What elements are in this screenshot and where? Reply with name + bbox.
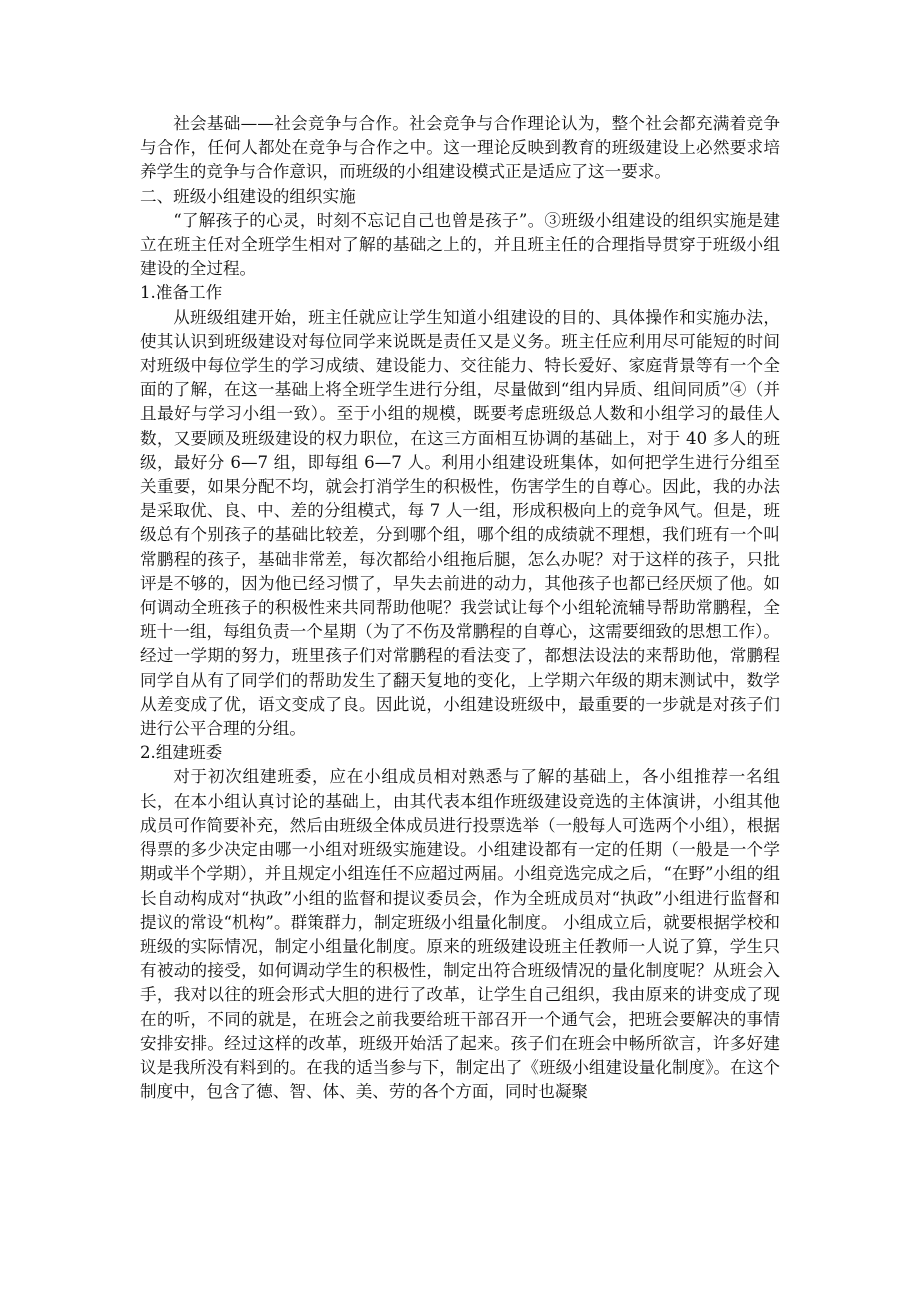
body-paragraph: 社会基础——社会竞争与合作。社会竞争与合作理论认为，整个社会都充满着竞争与合作，任何人都处在竞争与合作之中。这一理论反映到教育的班级建设上必然要求培养学生的竞争与合作意识，而班级的小组建设模式正是适应了这一要求。 <box>140 114 780 182</box>
section-heading: 二、班级小组建设的组织实施 <box>140 186 356 206</box>
body-paragraph: “了解孩子的心灵，时刻不忘记自己也曾是孩子”。③班级小组建设的组织实施是建立在班主任对全班学生相对了解的基础之上的，并且班主任的合理指导贯穿于班级小组建设的全过程。 <box>140 210 780 279</box>
body-paragraph: 从班级组建开始，班主任就应让学生知道小组建设的目的、具体操作和实施办法，使其认识到班级建设对每位同学来说既是责任又是义务。班主任应利用尽可能短的时间对班级中每位学生的学习成绩、建设能力、交往能力、特长爱好、家庭背景等有一个全面的了解，在这一基础上将全班学生进行分组，尽量做到“组内异质、组间同质”④（并且最好与学习小组一致）。至于小组的规模，既要考虑班级总人数和小组学习的最佳人数，又要顾及班级建设的权力职位，在这三方面相互协调的基础上，对于 40 多人的班级，最好分 6—7 组，即每组 6—7 人。利用小组建设班集体，如何把学生进行分组至关重要，如果分配不均，就会打消学生的积极性，伤害学生的自尊心。因此，我的办法是采取优、良、中、差的分组模式，每 7 人一组，形成积极向上的竞争风气。但是，班级总有个别孩子的基础比较差，分到哪个组，哪个组的成绩就不理想，我们班有一个叫常鹏程的孩子，基础非常差，每次都给小组拖后腿，怎么办呢？对于这样的孩子，只批评是不够的，因为他已经习惯了，早失去前进的动力，其他孩子也都已经厌烦了他。如何调动全班孩子的积极性来共同帮助他呢？我尝试让每个小组轮流辅导帮助常鹏程，全班十一组，每组负责一个星期（为了不伤及常鹏程的自尊心，这需要细致的思想工作）。经过一学期的努力，班里孩子们对常鹏程的看法变了，都想法设法的来帮助他，常鹏程同学自从有了同学们的帮助发生了翻天复地的变化，上学期六年级的期末测试中，数学从差变成了优，语文变成了良。因此说，小组建设班级中，最重要的一步就是对孩子们进行公平合理的分组。 <box>140 307 780 739</box>
subsection-heading: 1.准备工作 <box>140 283 223 303</box>
subsection-heading: 2.组建班委 <box>140 743 223 763</box>
body-paragraph: 对于初次组建班委，应在小组成员相对熟悉与了解的基础上，各小组推荐一名组长，在本小组认真讨论的基础上，由其代表本组作班级建设竞选的主体演讲，小组其他成员可作简要补充，然后由班级全体成员进行投票选举（一般每人可选两个小组），根据得票的多少决定由哪一小组对班级实施建设。小组建设都有一定的任期（一般是一个学期或半个学期），并且规定小组连任不应超过两届。小组竞选完成之后，“在野”小组的组长自动构成对“执政”小组的监督和提议委员会，作为全班成员对“执政”小组进行监督和提议的常设“机构”。群策群力，制定班级小组量化制度。 小组成立后，就要根据学校和班级的实际情况，制定小组量化制度。原来的班级建设班主任教师一人说了算，学生只有被动的接受，如何调动学生的积极性，制定出符合班级情况的量化制度呢？从班会入手，我对以往的班会形式大胆的进行了改革，让学生自己组织，我由原来的讲变成了现在的听，不同的就是，在班会之前我要给班干部召开一个通气会，把班会要解决的事情安排安排。经过这样的改革，班级开始活了起来。孩子们在班会中畅所欲言，许多好建议是我所没有料到的。在我的适当参与下，制定出了《班级小组建设量化制度》。在这个制度中，包含了德、智、体、美、劳的各个方面，同时也凝聚 <box>140 767 780 1102</box>
document-page <box>140 112 780 1104</box>
